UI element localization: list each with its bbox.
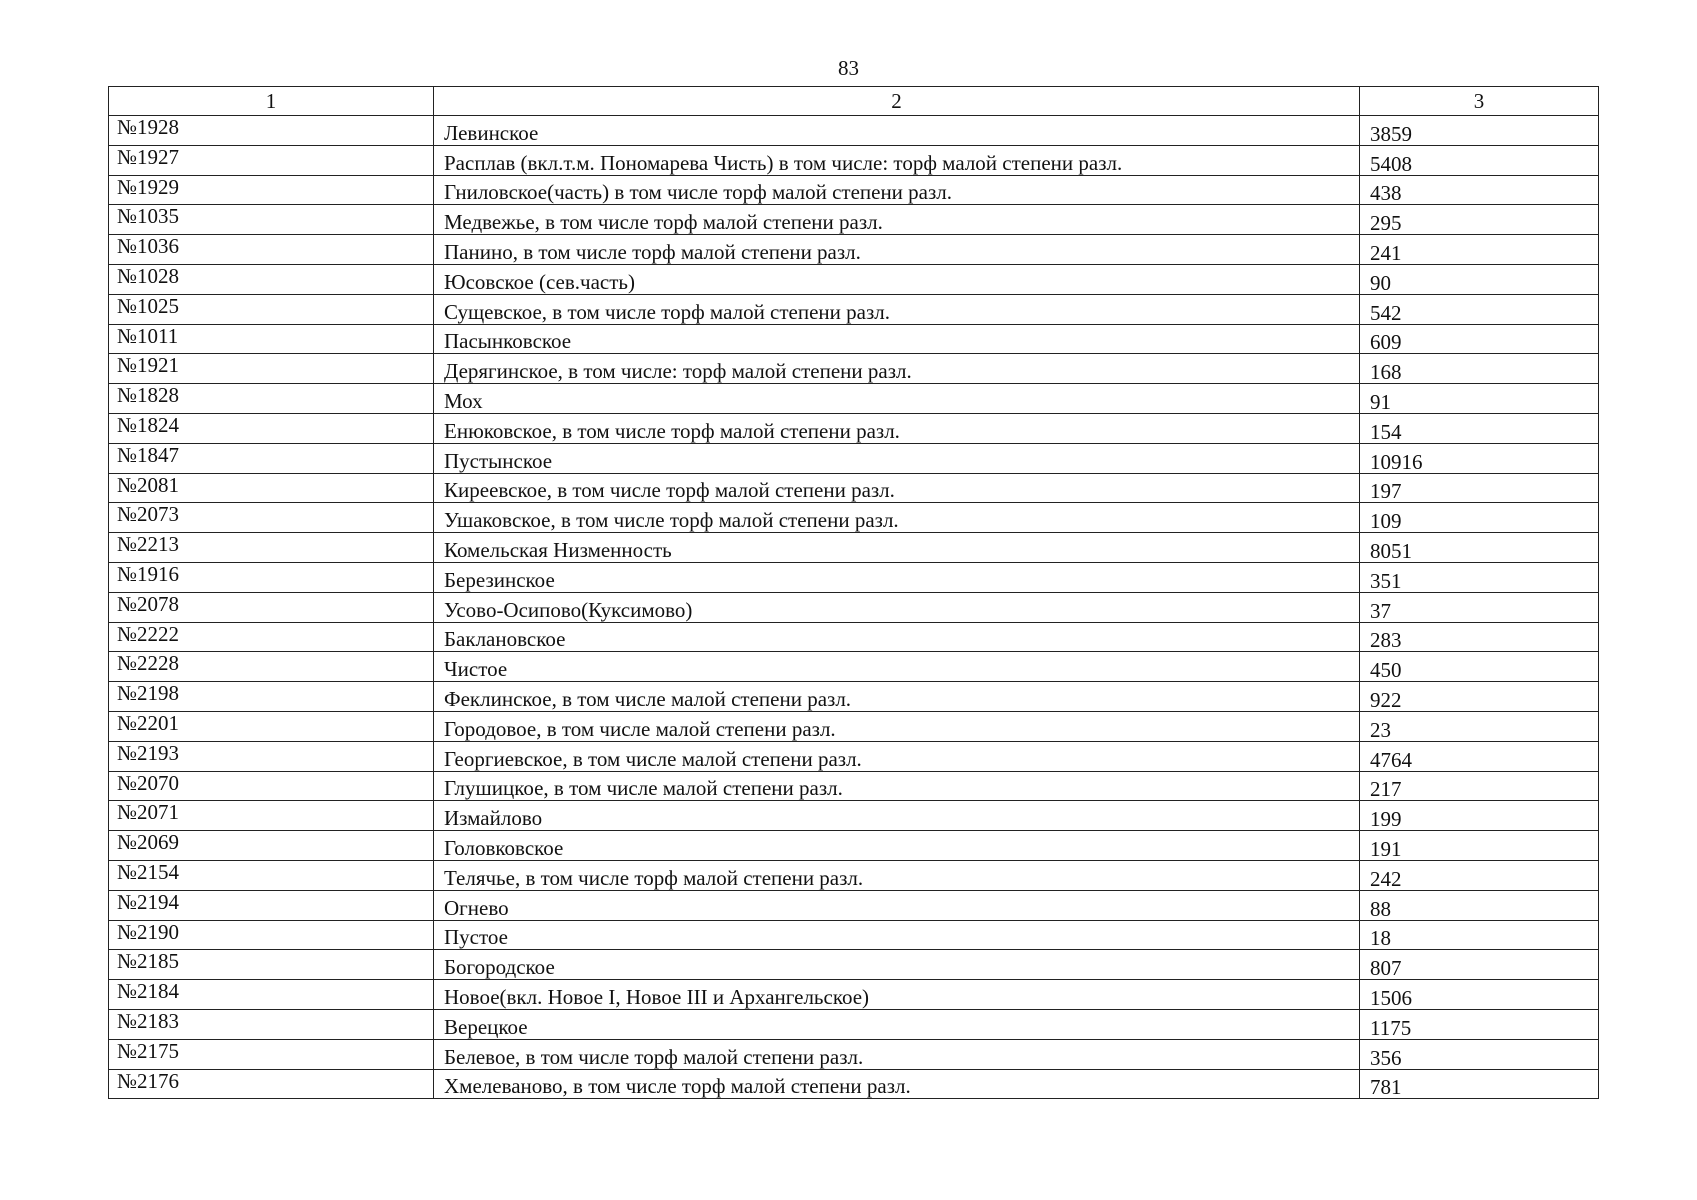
deposit-name-cell: Медвежье, в том числе торф малой степени разл. — [434, 205, 1360, 235]
deposit-area-cell: 450 — [1360, 652, 1599, 682]
deposit-area-cell: 197 — [1360, 473, 1599, 503]
deposit-name-cell: Панино, в том числе торф малой степени разл. — [434, 235, 1360, 265]
table-row — [109, 801, 1599, 831]
deposit-name-cell: Пасынковское — [434, 324, 1360, 354]
deposit-area-cell: 191 — [1360, 831, 1599, 861]
deposit-area-cell: 88 — [1360, 890, 1599, 920]
deposit-area-cell: 4764 — [1360, 741, 1599, 771]
deposit-area-cell: 1175 — [1360, 1009, 1599, 1039]
deposit-name-cell: Богородское — [434, 950, 1360, 980]
deposit-area-cell: 807 — [1360, 950, 1599, 980]
deposit-area-cell: 37 — [1360, 592, 1599, 622]
deposit-number-cell: №2228 — [109, 652, 434, 682]
deposit-number-cell: №1927 — [109, 145, 434, 175]
deposit-name-cell: Расплав (вкл.т.м. Пономарева Чисть) в том числе: торф малой степени разл. — [434, 145, 1360, 175]
deposit-name-cell: Усово-Осипово(Куксимово) — [434, 592, 1360, 622]
deposit-number-cell: №2183 — [109, 1009, 434, 1039]
deposit-number-cell: №2222 — [109, 622, 434, 652]
deposit-number-cell: №2193 — [109, 741, 434, 771]
deposit-name-cell: Юсовское (сев.часть) — [434, 264, 1360, 294]
deposit-number-cell: №2069 — [109, 831, 434, 861]
deposit-number-cell: №2176 — [109, 1069, 434, 1099]
table-row — [109, 920, 1599, 950]
deposit-number-cell: №2190 — [109, 920, 434, 950]
deposit-area-cell: 90 — [1360, 264, 1599, 294]
table-row — [109, 264, 1599, 294]
deposit-name-cell: Березинское — [434, 562, 1360, 592]
deposit-number-cell: №2073 — [109, 503, 434, 533]
deposit-area-cell: 154 — [1360, 413, 1599, 443]
table-row — [109, 294, 1599, 324]
table-row — [109, 1039, 1599, 1069]
deposit-name-cell: Мох — [434, 384, 1360, 414]
table-row — [109, 771, 1599, 801]
table-row — [109, 116, 1599, 146]
deposit-name-cell: Телячье, в том числе торф малой степени разл. — [434, 860, 1360, 890]
deposit-area-cell: 542 — [1360, 294, 1599, 324]
table-row — [109, 950, 1599, 980]
deposit-number-cell: №2184 — [109, 980, 434, 1010]
deposit-name-cell: Комельская Низменность — [434, 533, 1360, 563]
deposit-name-cell: Чистое — [434, 652, 1360, 682]
deposit-name-cell: Киреевское, в том числе торф малой степени разл. — [434, 473, 1360, 503]
peat-deposit-table — [108, 86, 1599, 1099]
deposit-name-cell: Белевое, в том числе торф малой степени разл. — [434, 1039, 1360, 1069]
deposit-name-cell: Головковское — [434, 831, 1360, 861]
table-row — [109, 1009, 1599, 1039]
table-row — [109, 622, 1599, 652]
deposit-area-cell: 199 — [1360, 801, 1599, 831]
deposit-area-cell: 18 — [1360, 920, 1599, 950]
deposit-number-cell: №2081 — [109, 473, 434, 503]
deposit-name-cell: Глушицкое, в том числе малой степени разл. — [434, 771, 1360, 801]
deposit-name-cell: Георгиевское, в том числе малой степени разл. — [434, 741, 1360, 771]
deposit-number-cell: №2071 — [109, 801, 434, 831]
deposit-name-cell: Гниловское(часть) в том числе торф малой степени разл. — [434, 175, 1360, 205]
deposit-area-cell: 351 — [1360, 562, 1599, 592]
deposit-number-cell: №1028 — [109, 264, 434, 294]
table-row — [109, 235, 1599, 265]
column-header-2: 2 — [434, 87, 1360, 116]
table-row — [109, 831, 1599, 861]
deposit-area-cell: 91 — [1360, 384, 1599, 414]
deposit-area-cell: 168 — [1360, 354, 1599, 384]
deposit-area-cell: 5408 — [1360, 145, 1599, 175]
deposit-area-cell: 1506 — [1360, 980, 1599, 1010]
table-row — [109, 860, 1599, 890]
table-body — [109, 116, 1599, 1099]
deposit-number-cell: №1929 — [109, 175, 434, 205]
table-row — [109, 980, 1599, 1010]
deposit-area-cell: 356 — [1360, 1039, 1599, 1069]
header-row — [109, 87, 1599, 116]
deposit-number-cell: №2185 — [109, 950, 434, 980]
table-row — [109, 324, 1599, 354]
deposit-area-cell: 922 — [1360, 682, 1599, 712]
deposit-area-cell: 23 — [1360, 711, 1599, 741]
column-header-3: 3 — [1360, 87, 1599, 116]
deposit-area-cell: 283 — [1360, 622, 1599, 652]
table-row — [109, 145, 1599, 175]
table-header — [109, 87, 1599, 116]
deposit-number-cell: №1824 — [109, 413, 434, 443]
deposit-name-cell: Феклинское, в том числе малой степени разл. — [434, 682, 1360, 712]
deposit-name-cell: Хмелеваново, в том числе торф малой степени разл. — [434, 1069, 1360, 1099]
deposit-name-cell: Огнево — [434, 890, 1360, 920]
page-number — [0, 56, 1697, 80]
table-row — [109, 384, 1599, 414]
deposit-number-cell: №2201 — [109, 711, 434, 741]
deposit-number-cell: №2175 — [109, 1039, 434, 1069]
table-row — [109, 890, 1599, 920]
deposit-number-cell: №1035 — [109, 205, 434, 235]
table-row — [109, 503, 1599, 533]
table-row — [109, 592, 1599, 622]
deposit-name-cell: Ушаковское, в том числе торф малой степени разл. — [434, 503, 1360, 533]
deposit-number-cell: №1828 — [109, 384, 434, 414]
deposit-number-cell: №1847 — [109, 443, 434, 473]
table-row — [109, 205, 1599, 235]
page-number-text: 83 — [838, 56, 859, 80]
table-row — [109, 413, 1599, 443]
deposit-area-cell: 295 — [1360, 205, 1599, 235]
deposit-name-cell: Измайлово — [434, 801, 1360, 831]
deposit-name-cell: Дерягинское, в том числе: торф малой степени разл. — [434, 354, 1360, 384]
deposit-area-cell: 241 — [1360, 235, 1599, 265]
table-row — [109, 354, 1599, 384]
table-row — [109, 562, 1599, 592]
deposit-name-cell: Верецкое — [434, 1009, 1360, 1039]
deposit-name-cell: Баклановское — [434, 622, 1360, 652]
deposit-name-cell: Левинское — [434, 116, 1360, 146]
deposit-number-cell: №2070 — [109, 771, 434, 801]
table-row — [109, 443, 1599, 473]
deposit-area-cell: 3859 — [1360, 116, 1599, 146]
deposit-number-cell: №2213 — [109, 533, 434, 563]
deposit-area-cell: 438 — [1360, 175, 1599, 205]
deposit-number-cell: №1928 — [109, 116, 434, 146]
deposit-number-cell: №1025 — [109, 294, 434, 324]
deposit-area-cell: 8051 — [1360, 533, 1599, 563]
table-row — [109, 175, 1599, 205]
table-row — [109, 682, 1599, 712]
deposit-number-cell: №2198 — [109, 682, 434, 712]
deposit-name-cell: Пустое — [434, 920, 1360, 950]
deposit-name-cell: Сущевское, в том числе торф малой степени разл. — [434, 294, 1360, 324]
deposit-area-cell: 10916 — [1360, 443, 1599, 473]
deposit-area-cell: 781 — [1360, 1069, 1599, 1099]
deposit-name-cell: Енюковское, в том числе торф малой степени разл. — [434, 413, 1360, 443]
table-row — [109, 473, 1599, 503]
deposit-area-cell: 609 — [1360, 324, 1599, 354]
table-row — [109, 533, 1599, 563]
table-row — [109, 1069, 1599, 1099]
deposit-area-cell: 242 — [1360, 860, 1599, 890]
deposit-name-cell: Городовое, в том числе малой степени разл. — [434, 711, 1360, 741]
deposit-number-cell: №1036 — [109, 235, 434, 265]
column-header-1: 1 — [109, 87, 434, 116]
deposit-number-cell: №1921 — [109, 354, 434, 384]
deposit-number-cell: №2154 — [109, 860, 434, 890]
deposit-area-cell: 217 — [1360, 771, 1599, 801]
deposit-name-cell: Новое(вкл. Новое I, Новое III и Архангельское) — [434, 980, 1360, 1010]
deposit-number-cell: №1916 — [109, 562, 434, 592]
table-row — [109, 741, 1599, 771]
table-row — [109, 652, 1599, 682]
deposit-area-cell: 109 — [1360, 503, 1599, 533]
deposit-number-cell: №2194 — [109, 890, 434, 920]
deposit-number-cell: №2078 — [109, 592, 434, 622]
deposit-name-cell: Пустынское — [434, 443, 1360, 473]
table-row — [109, 711, 1599, 741]
deposit-number-cell: №1011 — [109, 324, 434, 354]
